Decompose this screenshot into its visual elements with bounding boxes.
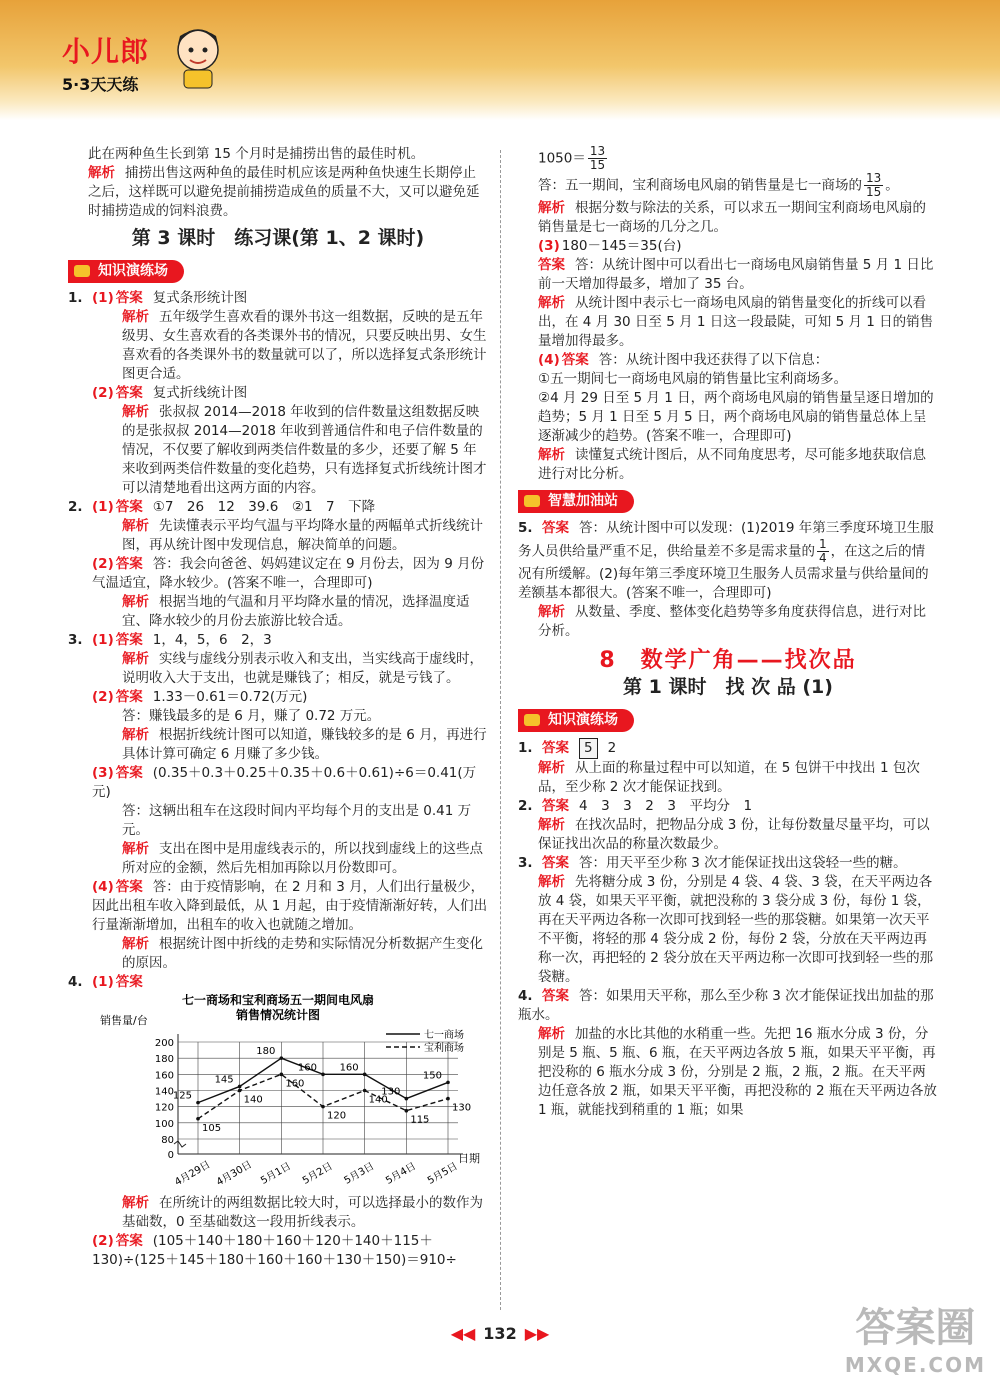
data-point [238,1089,242,1093]
analysis-text: 加盐的水比其他的水稍重一些。先把 16 瓶水分成 3 份，分别是 5 瓶、5 瓶、6 瓶，在天平两边各放 5 瓶，如果天平平衡，再把没称的 6 瓶水分成 3 份，分别是 2 瓶，2 瓶，2 瓶。在天平两边任意各放 2 瓶，如果天平平衡，再把没称的 2 瓶在天平两边各放 1 瓶，就能找到稍重的 1 瓶；如果 [538,1026,937,1118]
question-number: 2. [518,798,533,814]
data-point [238,1085,242,1089]
analysis-text: 读懂复式统计图后，从不同角度思考，尽可能多地获取信息进行对比分析。 [538,447,926,482]
data-point [446,1081,450,1085]
legend-label: 七一商场 [424,1030,464,1041]
brand-title: 小儿郎 [62,35,150,68]
text-line: 。 [885,177,899,194]
analysis-text: 捕捞出售这两种鱼的最佳时机应该是两种鱼快速生长期停止之后，这样既可以避免提前捕捞造成鱼的质量不大，又可以避免延时捕捞造成的饲料浪费。 [88,165,480,219]
q3-answer-3 [68,764,488,802]
q5-analysis [518,603,938,641]
answer-tag: 答案 [115,632,143,648]
analysis-text: 张叔叔 2014—2018 年收到的信件数量这组数据反映的是张叔叔 2014—2018 年收到普通信件和电子信件数量的情况，不仅要了解收到两类信件数量的多少，还要了解 5 年来收到两类信件数量的变化趋势，只有选择复式折线统计图才可以清楚地看出这两方面的内容。 [122,404,487,496]
data-point [196,1101,200,1105]
denominator: 4 [819,551,827,565]
x-tick-label: 5月3日 [342,1160,377,1184]
q2-analysis-2 [68,593,488,631]
analysis-text: 五年级学生喜欢看的课外书这一组数据，反映的是五年级男、女生喜欢看的各类课外书的情况，只要反映出男、女生喜欢看的各类课外书的数量就可以了，所以选择复式条形统计图更合适。 [122,309,487,382]
answer-text: 4 3 3 2 3 平均分 1 [579,798,753,814]
answer-tag: 答案 [542,520,569,536]
data-point [321,1105,325,1109]
answer-tag: 答案 [542,740,569,756]
analysis-tag: 解析 [122,727,149,743]
y-tick-label: 0 [167,1150,174,1161]
analysis-tag: 解析 [538,200,565,216]
fraction [864,172,883,199]
x-tick-label: 5月2日 [300,1160,335,1184]
sub-number: (3) [92,765,114,781]
data-label: 140 [368,1094,388,1106]
watermark-title: 答案圈 [855,1305,976,1351]
analysis-text: 根据折线统计图可以知道，赚钱较多的是 6 月，再进行具体计算可确定 6 月赚了多少钱。 [122,727,487,762]
sub-number: (1) [92,632,114,648]
s2-answer [518,797,938,816]
answer-text: 答：从统计图中可以发现：(1)2019 年第三季度环境卫生服务人员供给量严重不足，供给量差不多是需求量的 [518,520,934,560]
analysis-text: 支出在图中是用虚线表示的，所以找到虚线上的这些点所对应的金额，然后先相加再除以月份数即可。 [122,841,483,876]
answer-text: 答：用天平至少称 3 次才能保证找出这袋轻一些的糖。 [579,855,907,871]
data-label: 180 [256,1046,276,1058]
data-label: 130 [452,1102,472,1114]
answer-tag: 答案 [115,290,143,306]
analysis-tag: 解析 [122,936,149,952]
q3-analysis-3 [68,840,488,878]
analysis-text: 从上面的称量过程中可以知道，在 5 包饼干中找出 1 包次品，至少称 2 次才能保证找到。 [538,760,920,795]
q3-analysis-1 [68,650,488,688]
answer-text: ①7 26 12 39.6 ②1 7 下降 [152,499,376,515]
analysis-tag: 解析 [122,841,149,857]
question-number: 4. [68,974,83,990]
answer-tag: 答案 [561,352,589,368]
answer-tag: 答案 [542,798,569,814]
sub-number: (1) [92,290,114,306]
question-number: 5. [518,520,533,536]
answer-text: 复式折线统计图 [152,385,248,401]
sub-number: (2) [92,689,114,705]
column-divider [500,150,501,1310]
brand-subtitle: 5·3天天练 [62,75,139,94]
x-tick-label: 5月4日 [384,1160,419,1184]
sub-number: (3) [538,238,560,254]
data-label: 140 [243,1094,263,1106]
q2-answer-2 [68,555,488,593]
x-tick-label: 5月1日 [259,1160,294,1184]
chart-svg [68,994,488,1184]
answer-tag: 答案 [115,556,143,572]
analysis-text: 先读懂表示平均气温与平均降水量的两幅单式折线统计图，再从统计图中发现信息，解决简单的问题。 [122,518,483,553]
question-number: 2. [68,499,83,515]
analysis-tag: 解析 [538,1026,565,1042]
numerator: 13 [589,144,606,158]
data-label: 125 [172,1090,192,1102]
answer-tag: 答案 [115,499,143,515]
s3-answer [518,854,938,873]
answer-text: 2 [607,740,617,756]
analysis-tag: 解析 [122,651,149,667]
q3-answer-4 [68,878,488,935]
data-label: 160 [339,1062,359,1074]
calc-line [518,237,938,256]
answer-text: (105＋140＋180＋160＋120＋140＋115＋130)÷(125＋145＋180＋160＋160＋130＋150)＝910÷ [92,1233,457,1268]
q2-answer-1 [68,498,488,517]
x-tick-label: 5月5日 [425,1160,460,1184]
numerator: 1 [819,537,827,551]
sub-number: (2) [92,556,114,572]
question-number: 4. [518,988,533,1004]
unit-title: 8 数学广角——找次品 [599,648,857,673]
y-tick-label: 80 [161,1135,174,1146]
data-point [363,1089,367,1093]
s4-answer [518,987,938,1025]
q3-answer-1 [68,631,488,650]
answer-text: 答：我会向爸爸、妈妈建议定在 9 月份去，因为 9 月份气温适宜，降水较少。(答案不唯一，合理即可) [92,556,485,591]
sub-number: (2) [92,1233,114,1249]
data-point [280,1056,284,1060]
text-line: ①五一期间七一商场电风扇的销售量比宝利商场多。 [538,371,848,387]
mascot-icon [168,22,228,90]
data-point [280,1073,284,1077]
analysis-text: 在所统计的两组数据比较大时，可以选择最小的数作为基础数，0 至基础数这一段用折线表示。 [122,1195,483,1230]
chart-grid [155,1034,463,1184]
text-line: 答：这辆出租车在这段时间内平均每个月的支出是 0.41 万元。 [122,803,472,838]
axis-break-icon [174,1141,186,1147]
right-column [518,145,938,1120]
analysis-tag: 解析 [538,874,565,890]
data-point [405,1109,409,1113]
next-arrow-icon: ▶▶ [524,1324,550,1343]
data-label: 160 [297,1062,317,1074]
analysis-text: 在找次品时，把物品分成 3 份，让每份数量尽量平均，可以保证找出次品的称量次数最少。 [538,817,930,852]
sub-number: (2) [92,385,114,401]
data-label: 160 [285,1078,305,1090]
y-axis-label: 销售量/台 [100,1014,148,1027]
q2-analysis-1 [68,517,488,555]
line-chart [68,994,488,1190]
sub-number: (1) [92,974,114,990]
s1-answer [518,738,938,759]
analysis-tag: 解析 [538,760,565,776]
answer-text: 复式条形统计图 [152,290,248,306]
analysis-tag: 解析 [538,295,565,311]
q3-analysis-4 [68,935,488,973]
answer-tag: 答案 [115,879,143,895]
y-tick-label: 180 [154,1054,174,1066]
q3-analysis-2 [68,726,488,764]
y-tick-label: 100 [154,1118,174,1130]
section-badge: 知识演练场 [68,260,184,283]
x-axis-label: 日期 [458,1152,480,1165]
q3-answer-2 [68,688,488,707]
s3-analysis [518,873,938,987]
sub-number: (1) [92,499,114,515]
s1-analysis [518,759,938,797]
left-column [68,145,488,1270]
answer-tag: 答案 [115,385,143,401]
watermark [845,1296,986,1377]
brand-logo [62,30,149,95]
q1-answer-1 [68,289,488,308]
analysis-text: 先将糖分成 3 份，分别是 4 袋、4 袋、3 袋，在天平两边各放 4 袋，如果天平平衡，就把没称的 3 袋分成 3 份，每份 1 袋，再在天平两边各称一次即可找到轻一些的那袋糖。如果第一次天平不平衡，将轻的那 4 袋分成 2 份，每份 2 袋，分放在天平两边再称一次，再把轻的 2 袋分放在天平两边称一次即可找到轻一些的那袋糖。 [538,874,934,985]
data-point [363,1073,367,1077]
denominator: 15 [866,185,882,199]
analysis-tag: 解析 [538,447,565,463]
y-tick-label: 140 [154,1086,174,1098]
answer-paragraph [518,351,938,370]
analysis-text: 从统计图中表示七一商场电风扇的销售量变化的折线可以看出，在 4 月 30 日至 5 月 1 日这一段最陡，可知 5 月 1 日的销售量增加得最多。 [538,295,934,349]
y-tick-label: 120 [154,1102,174,1114]
analysis-tag: 解析 [122,594,149,610]
lesson-heading: 第 1 课时 找 次 品 (1) [623,676,833,698]
fraction [817,538,829,565]
q4-answer-1 [68,973,488,992]
data-label: 130 [381,1086,401,1098]
answer-text: (0.35＋0.3＋0.25＋0.35＋0.6＋0.61)÷6＝0.41(万元) [92,765,477,800]
answer-paragraph [518,256,938,294]
fraction [588,145,607,172]
answer-text: 答：五一期间，宝利商场电风扇的销售量是七一商场的 [538,177,862,194]
sub-number: (4) [538,352,560,368]
analysis-paragraph [518,294,938,351]
watermark-url: MXQE.COM [844,1353,986,1377]
sub-number: (4) [92,879,114,895]
answer-text: 180－145＝35(台) [561,238,682,254]
y-tick-label: 160 [154,1070,174,1082]
denominator: 15 [589,158,606,172]
x-tick-label: 4月30日 [214,1159,255,1184]
analysis-paragraph [518,199,938,237]
numerator: 13 [866,171,882,185]
data-point [321,1073,325,1077]
fraction-line [518,145,938,172]
analysis-text: 实线与虚线分别表示收入和支出，当实线高于虚线时，说明收入大于支出，也就是赚钱了；相反，就是亏钱了。 [122,651,483,686]
answer-text: 答：从统计图中我还获得了以下信息： [598,352,829,368]
chart-lines [173,1046,471,1134]
answer-tag: 答案 [538,257,565,273]
question-number: 3. [518,855,533,871]
answer-text: 答：如果用天平称，那么至少称 3 次才能保证找出加盐的那瓶水。 [518,988,934,1023]
analysis-tag: 解析 [122,518,149,534]
x-tick-label: 4月29日 [173,1159,213,1184]
question-number: 1. [518,740,533,756]
answer-tag: 答案 [542,855,569,871]
header-banner [0,0,1000,120]
analysis-tag: 解析 [538,604,565,620]
page-number: 132 [483,1324,517,1343]
s2-analysis [518,816,938,854]
analysis-paragraph [68,164,488,221]
analysis-tag: 解析 [88,165,115,181]
q1-analysis-2 [68,403,488,498]
data-point [405,1097,409,1101]
text-line: 答：赚钱最多的是 6 月，赚了 0.72 万元。 [122,708,381,724]
analysis-paragraph [518,446,938,484]
analysis-tag: 解析 [538,817,565,833]
chart-title: 七一商场和宝利商场五一期间电风扇 [181,994,375,1007]
data-point [446,1097,450,1101]
q5-answer [518,519,938,603]
chart-legend [386,1028,464,1054]
data-label: 105 [202,1122,222,1134]
answer-paragraph [518,172,938,199]
analysis-text: 从数量、季度、整体变化趋势等多角度获得信息，进行对比分析。 [538,604,926,639]
text-line: ②4 月 29 日至 5 月 1 日，两个商场电风扇的销售量呈逐日增加的趋势；5 月 1 日至 5 月 5 日，两个商场电风扇的销售量总体上呈逐渐减少的趋势。(答案不唯一，合理即可) [538,390,934,444]
answer-tag: 答案 [115,689,143,705]
q4-analysis [68,1194,488,1232]
question-number: 3. [68,632,83,648]
s4-analysis [518,1025,938,1120]
answer-text: 1.33－0.61＝0.72(万元) [152,689,308,705]
data-label: 115 [410,1114,430,1126]
analysis-tag: 解析 [122,404,149,420]
question-number: 1. [68,290,83,306]
boxed-answer: 5 [579,738,598,759]
y-tick-label: 200 [154,1038,174,1049]
answer-text: 答：由于疫情影响，在 2 月和 3 月，人们出行量极少，因此出租车收入降到最低，从 1 月起，由于疫情渐渐好转，人们出行量渐渐增加，出租车的收入也就随之增加。 [92,879,488,933]
answer-text: 1，4，5，6 2，3 [152,632,272,648]
data-label: 150 [422,1070,442,1082]
chart-subtitle: 销售情况统计图 [235,1008,321,1022]
answer-tag: 答案 [542,988,569,1004]
text-line: 1050＝ [538,150,586,167]
q1-answer-2 [68,384,488,403]
analysis-text: 根据分数与除法的关系，可以求五一期间宝利商场电风扇的销售量是七一商场的几分之几。 [538,200,926,235]
text-line: 此在两种鱼生长到第 15 个月时是捕捞出售的最佳时机。 [88,146,425,162]
answer-tag: 答案 [115,1233,143,1249]
lesson-heading: 第 3 课时 练习课(第 1、2 课时) [131,227,425,249]
prev-arrow-icon: ◀◀ [450,1324,476,1343]
section-badge: 知识演练场 [518,709,634,732]
analysis-tag: 解析 [122,309,149,325]
section-badge: 智慧加油站 [518,490,634,513]
answer-text: ，在这之后的情况有所缓解。(2)每年第三季度环境卫生服务人员需求量与供给量间的差额基本都很大。(答案不唯一，合理即可) [518,543,929,601]
answer-tag: 答案 [115,974,143,990]
legend-label: 宝利商场 [424,1043,464,1054]
analysis-text: 根据统计图中折线的走势和实际情况分析数据产生变化的原因。 [122,936,483,971]
answer-tag: 答案 [115,765,143,781]
answer-text: 答：从统计图中可以看出七一商场电风扇销售量 5 月 1 日比前一天增加得最多，增加了 35 台。 [538,257,934,292]
data-point [196,1117,200,1121]
analysis-text: 根据当地的气温和月平均降水量的情况，选择温度适宜、降水较少的月份去旅游比较合适。 [122,594,470,629]
data-label: 145 [214,1074,234,1086]
analysis-tag: 解析 [122,1195,149,1211]
q4-answer-2 [68,1232,488,1270]
q1-analysis-1 [68,308,488,384]
data-label: 120 [327,1110,347,1122]
